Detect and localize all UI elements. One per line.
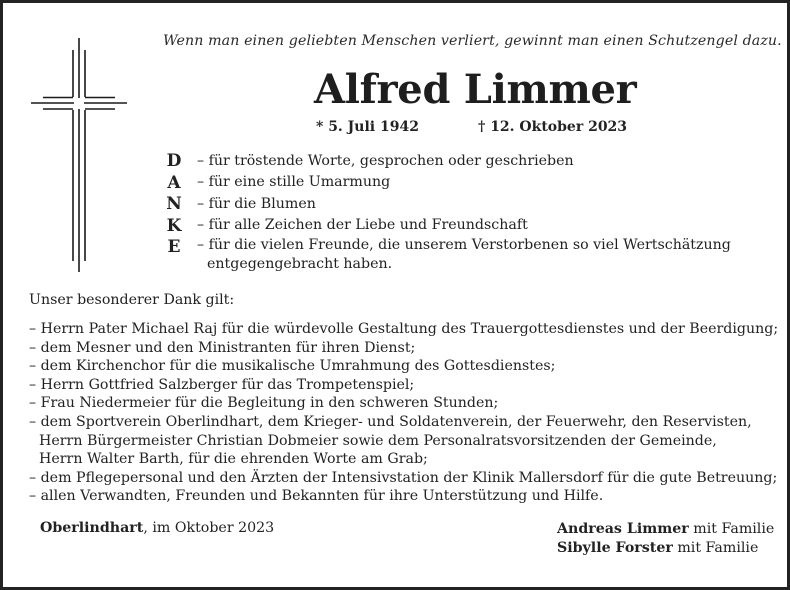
- signer-suffix: mit Familie: [688, 521, 775, 537]
- danke-line: – für die Blumen: [197, 195, 316, 212]
- motto-quote: Wenn man einen geliebten Menschen verliert, gewinnt man einen Schutzengel dazu.: [163, 33, 782, 49]
- birth-date: * 5. Juli 1942: [316, 119, 419, 135]
- danke-line: – für tröstende Worte, gesprochen oder geschrieben: [197, 153, 574, 169]
- thanks-line: – dem Mesner und den Ministranten für ihren Dienst;: [29, 339, 416, 356]
- thanks-line-continuation: Herrn Walter Barth, für die ehrenden Worte am Grab;: [39, 451, 428, 468]
- danke-acrostic: [164, 151, 184, 259]
- thanks-line: – dem Sportverein Oberlindhart, dem Krieger- und Soldatenverein, der Feuerwehr, den Reservisten,: [29, 413, 752, 430]
- place-name: Oberlindhart: [40, 520, 144, 536]
- thanks-line: – Frau Niedermeier für die Begleitung in den schweren Stunden;: [29, 395, 499, 412]
- special-thanks-list: [29, 320, 778, 506]
- danke-letter: K: [166, 215, 182, 236]
- thanks-line: – Herrn Gottfried Salzberger für das Trompetenspiel;: [29, 376, 415, 393]
- cross-icon: [0, 0, 160, 290]
- danke-letter: N: [166, 194, 182, 215]
- danke-letter: A: [167, 172, 181, 193]
- signature-line: [557, 539, 774, 558]
- deceased-name: Alfred Limmer: [314, 66, 637, 113]
- special-thanks-heading: Unser besonderer Dank gilt:: [29, 292, 235, 308]
- signature-line: [557, 520, 774, 539]
- signer-name: Andreas Limmer: [557, 521, 689, 537]
- thanks-line: – dem Kirchenchor für die musikalische Umrahmung des Gottesdienstes;: [29, 358, 556, 375]
- danke-letter: E: [167, 237, 181, 258]
- danke-line: – für die vielen Freunde, die unserem Verstorbenen so viel Wertschätzung: [197, 237, 731, 254]
- signer-suffix: mit Familie: [672, 540, 759, 556]
- danke-list: [197, 151, 731, 273]
- thanks-line: – dem Pflegepersonal und den Ärzten der Intensivstation der Klinik Mallersdorf für die gute Betreuung;: [29, 469, 778, 486]
- danke-letter: D: [166, 151, 182, 171]
- signer-name: Sibylle Forster: [557, 540, 673, 556]
- place-date: [40, 520, 274, 536]
- place-date-rest: , im Oktober 2023: [143, 520, 275, 536]
- danke-line: – für eine stille Umarmung: [197, 174, 391, 191]
- thanks-line: – allen Verwandten, Freunden und Bekannten für ihre Unterstützung und Hilfe.: [29, 488, 604, 505]
- danke-line: – für alle Zeichen der Liebe und Freundschaft: [197, 216, 528, 233]
- danke-line-continuation: entgegengebracht haben.: [207, 256, 393, 273]
- death-date: † 12. Oktober 2023: [478, 119, 628, 135]
- signatures: [557, 520, 774, 558]
- thanks-line: – Herrn Pater Michael Raj für die würdevolle Gestaltung des Trauergottesdienstes und der Beerdigung;: [29, 321, 779, 337]
- thanks-line-continuation: Herrn Bürgermeister Christian Dobmeier sowie dem Personalratsvorsitzenden der Gemeinde,: [39, 432, 717, 449]
